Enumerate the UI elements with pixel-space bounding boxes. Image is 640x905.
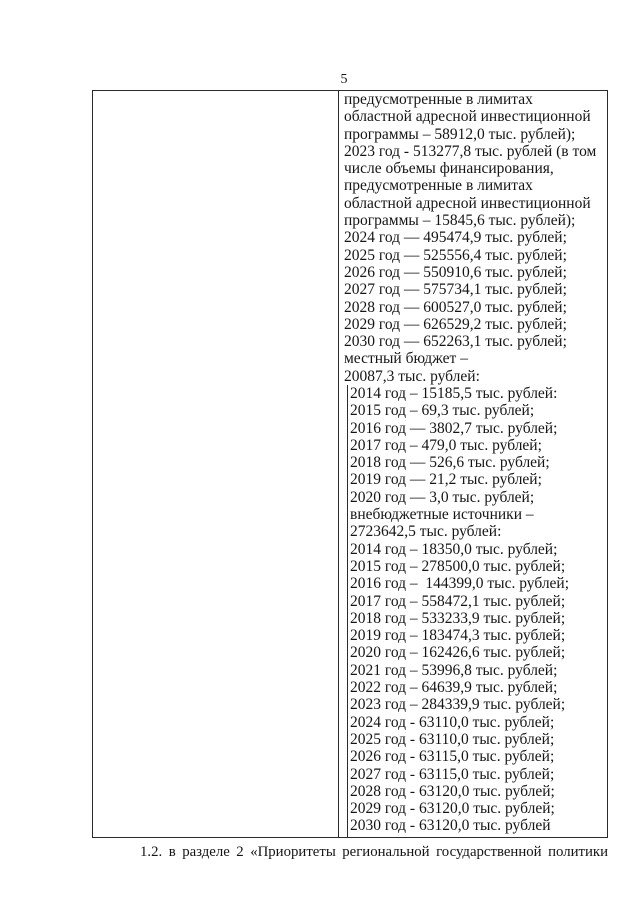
funding-line: 2014 год – 18350,0 тыс. рублей; — [350, 540, 558, 558]
funding-line: 2723642,5 тыс. рублей: — [350, 523, 502, 541]
section-paragraph: 1.2. в разделе 2 «Приоритеты региональной государственной политики — [140, 844, 608, 860]
funding-line: 2027 год - 63115,0 тыс. рублей; — [350, 765, 555, 783]
funding-line: 2025 год - 63110,0 тыс. рублей; — [350, 730, 555, 748]
funding-line: программы – 15845,6 тыс. рублей); — [344, 212, 576, 230]
funding-line: 2029 год — 626529,2 тыс. рублей; — [344, 315, 567, 333]
table-left-cell — [93, 91, 338, 837]
funding-line: 2018 год – 533233,9 тыс. рублей; — [350, 609, 566, 627]
funding-line: 2016 год – 144399,0 тыс. рублей; — [350, 575, 570, 593]
funding-line: программы – 58912,0 тыс. рублей); — [344, 125, 576, 143]
funding-line: 2026 год — 550910,6 тыс. рублей; — [344, 263, 567, 281]
funding-line: 2019 год — 21,2 тыс. рублей; — [350, 471, 542, 489]
funding-line: 2015 год – 69,3 тыс. рублей; — [350, 402, 535, 420]
funding-line: предусмотренные в лимитах — [344, 177, 533, 195]
funding-line: областной адресной инвестиционной — [344, 108, 591, 126]
funding-line: 2020 год — 3,0 тыс. рублей; — [350, 488, 535, 506]
funding-line: 2029 год - 63120,0 тыс. рублей; — [350, 800, 555, 818]
funding-line: 2028 год - 63120,0 тыс. рублей; — [350, 782, 555, 800]
funding-line: 2024 год — 495474,9 тыс. рублей; — [344, 229, 567, 247]
funding-line: 2018 год — 526,6 тыс. рублей; — [350, 454, 550, 472]
page-number: 5 — [340, 72, 348, 87]
funding-line: 2016 год — 3802,7 тыс. рублей; — [350, 419, 558, 437]
funding-line: 2019 год – 183474,3 тыс. рублей; — [350, 627, 566, 645]
funding-line: 2024 год - 63110,0 тыс. рублей; — [350, 713, 555, 731]
funding-line: областной адресной инвестиционной — [344, 194, 591, 212]
funding-line: 2027 год — 575734,1 тыс. рублей; — [344, 281, 567, 299]
funding-lines-lower — [347, 385, 605, 837]
funding-line: 2022 год – 64639,9 тыс. рублей; — [350, 679, 558, 697]
funding-line: 2014 год – 15185,5 тыс. рублей: — [350, 385, 558, 402]
funding-line: 2017 год – 479,0 тыс. рублей; — [350, 436, 542, 454]
funding-line: числе объемы финансирования, — [344, 160, 554, 178]
funding-line: 2017 год – 558472,1 тыс. рублей; — [350, 592, 566, 610]
funding-line: 2023 год – 284339,9 тыс. рублей; — [350, 696, 566, 714]
funding-line: 2030 год — 652263,1 тыс. рублей; — [344, 333, 567, 351]
funding-line: 2030 год - 63120,0 тыс. рублей — [350, 817, 551, 835]
funding-line: внебюджетные источники – — [350, 506, 534, 524]
funding-line: 2025 год — 525556,4 тыс. рублей; — [344, 246, 567, 264]
table-right-cell — [339, 91, 607, 837]
funding-line: 2028 год — 600527,0 тыс. рублей; — [344, 298, 567, 316]
funding-line: 2020 год – 162426,6 тыс. рублей; — [350, 644, 566, 662]
funding-table — [92, 90, 608, 838]
funding-line: местный бюджет – — [344, 350, 468, 368]
funding-line: 2015 год – 278500,0 тыс. рублей; — [350, 557, 566, 575]
funding-line: 2026 год - 63115,0 тыс. рублей; — [350, 748, 555, 766]
funding-line: предусмотренные в лимитах — [344, 91, 533, 108]
funding-line: 2021 год – 53996,8 тыс. рублей; — [350, 661, 558, 679]
funding-line: 20087,3 тыс. рублей: — [344, 367, 480, 385]
funding-line: 2023 год - 513277,8 тыс. рублей (в том — [344, 142, 597, 160]
funding-lines-upper — [344, 91, 605, 385]
